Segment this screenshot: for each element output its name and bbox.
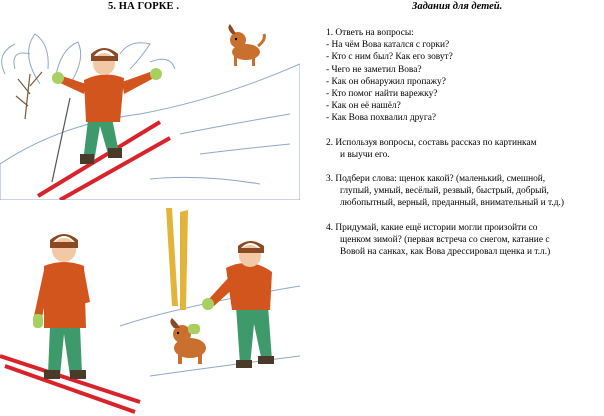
tasks-panel xyxy=(326,27,602,270)
question-item: - Кто с ним был? Как его зовут? xyxy=(326,52,453,63)
question-item: - Кто помог найти варежку? xyxy=(326,89,438,100)
boy-crouching xyxy=(202,241,274,368)
task-3-continuation: любопытный, верный, преданный, внимательный и т.д.) xyxy=(340,198,564,209)
task-4 xyxy=(326,222,602,259)
question-item: - Как он её нашёл? xyxy=(326,101,401,112)
question-list xyxy=(326,39,602,124)
story-title: 5. НА ГОРКЕ . xyxy=(108,1,180,12)
question-item: - Как Вова похвалил друга? xyxy=(326,113,437,124)
puppy-with-mitten xyxy=(170,318,206,364)
task-2-heading: 2. Используя вопросы, составь рассказ по картинкам xyxy=(326,137,537,148)
task-4-continuation: щенком зимой? (первая встреча со снегом, катание с xyxy=(340,234,550,245)
task-3-heading: 3. Подбери слова: щенок какой? (маленький, смешной, xyxy=(326,174,546,185)
question-item: - Как он обнаружил пропажу? xyxy=(326,76,446,87)
question-item: - Чего не заметил Вова? xyxy=(326,64,422,75)
task-4-continuation: Вовой на санках, как Вова дрессировал щенка и т.л.) xyxy=(340,247,551,258)
task-2-continuation: и выучи его. xyxy=(340,149,390,160)
puppy xyxy=(228,24,264,66)
tasks-title: Задания для детей. xyxy=(412,1,503,12)
task-3 xyxy=(326,173,602,210)
illustration-skiing-downhill xyxy=(0,14,300,200)
task-2 xyxy=(326,137,602,161)
bare-tree xyxy=(16,72,42,119)
question-item: - На чём Вова катался с горки? xyxy=(326,40,450,51)
boy-standing xyxy=(0,234,140,412)
ski-poles-in-snow xyxy=(166,208,188,310)
task-1 xyxy=(326,27,602,125)
illustration-mitten-found xyxy=(0,206,300,416)
task-4-heading: 4. Придумай, какие ещё истории могли произойти со xyxy=(326,222,538,233)
task-3-continuation: глупый, умный, весёлый, резвый, быстрый, добрый, xyxy=(340,186,549,197)
hill xyxy=(0,64,300,200)
task-1-heading: 1. Ответь на вопросы: xyxy=(326,28,414,38)
